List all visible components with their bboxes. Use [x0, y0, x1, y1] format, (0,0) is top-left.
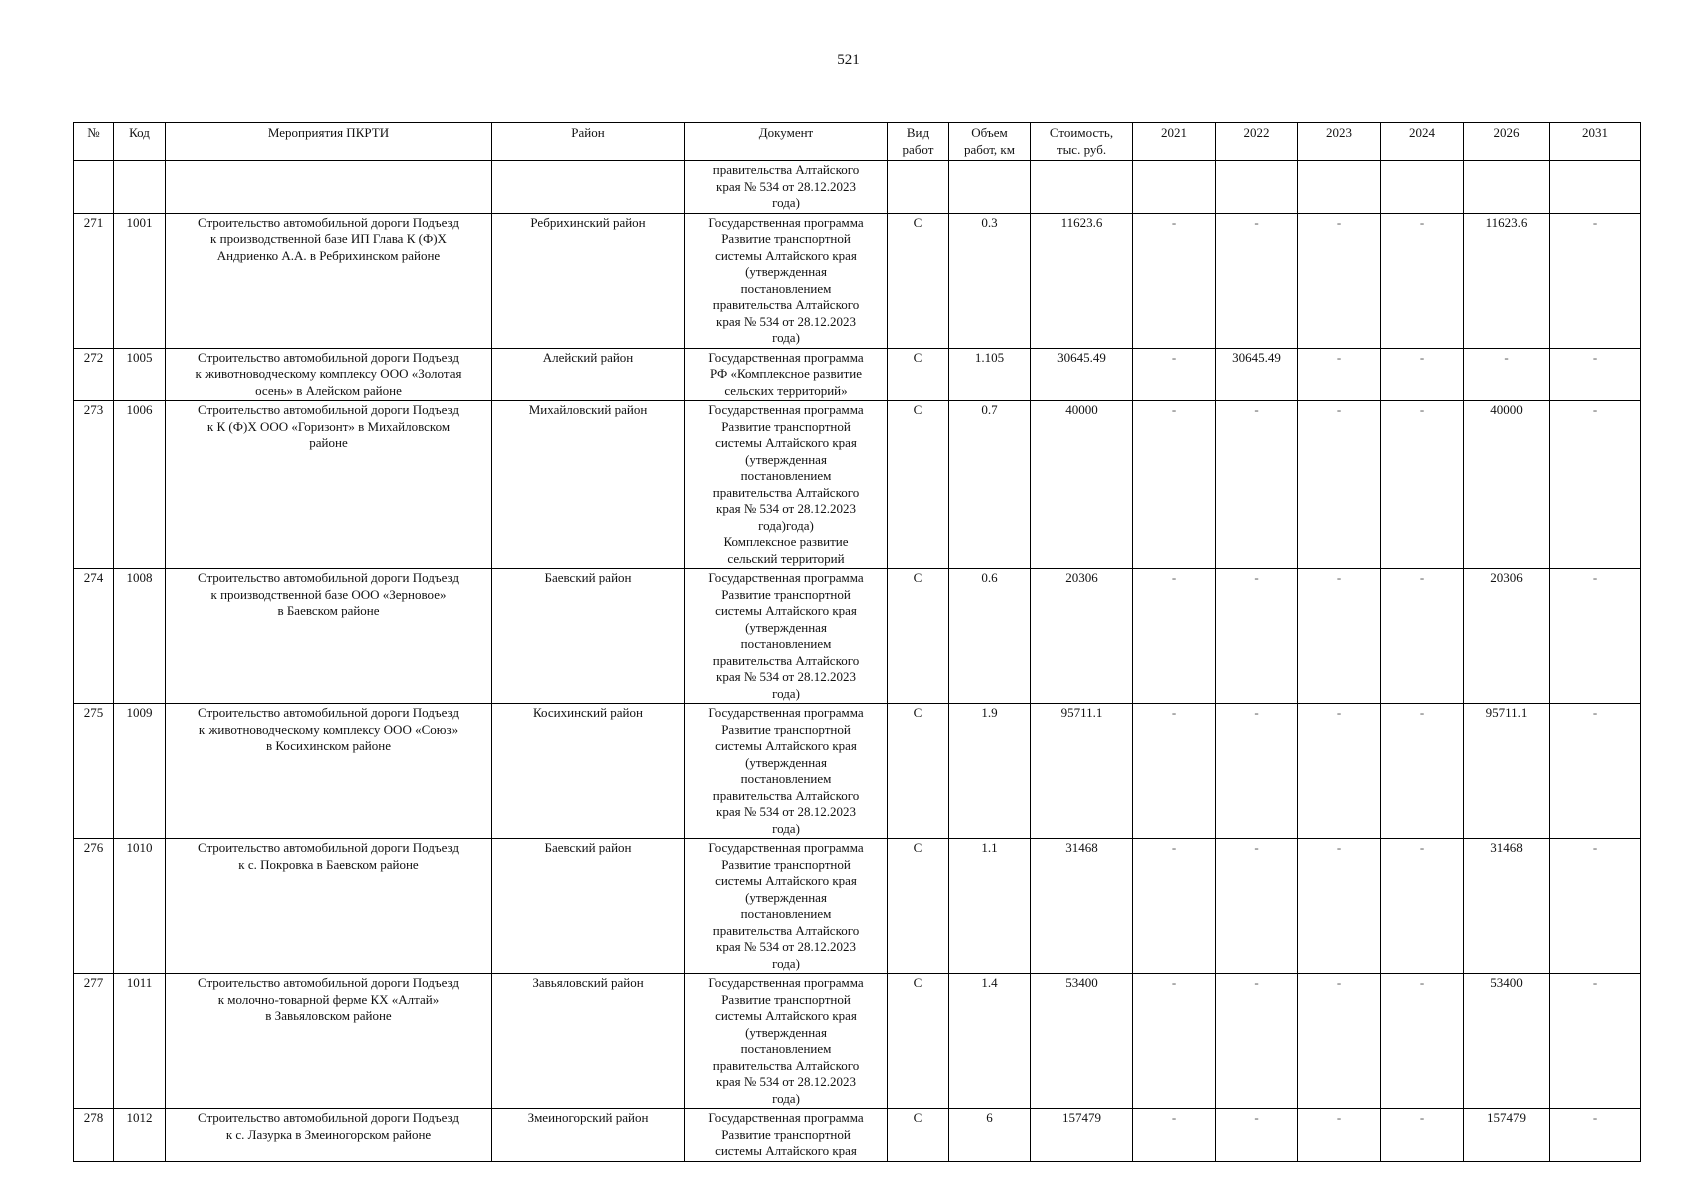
cell-2026: 20306	[1464, 569, 1550, 704]
document-line: края № 534 от 28.12.2023	[716, 939, 856, 954]
document-line: Государственная программа	[708, 349, 864, 365]
document-line: года)	[772, 685, 800, 701]
document-line: (утвержденная	[745, 754, 827, 770]
document-line: системы Алтайского края	[715, 1143, 857, 1158]
cell-2026	[1464, 161, 1550, 214]
cell-num: 273	[74, 401, 114, 569]
cell-2026: -	[1464, 348, 1550, 401]
document-line: сельских территорий»	[724, 382, 848, 398]
cell-2023: -	[1298, 348, 1381, 401]
measure-line: в Косихинском районе	[266, 738, 391, 753]
document-line: правительства Алтайского	[712, 787, 860, 803]
cell-document	[685, 213, 888, 348]
cell-num: 271	[74, 213, 114, 348]
measure-line: Строительство автомобильной дороги Подъезд	[197, 570, 460, 585]
document-line: Государственная программа	[708, 214, 864, 230]
document-line: постановлением	[740, 636, 832, 651]
cell-2023	[1298, 161, 1381, 214]
cell-2022: -	[1216, 974, 1298, 1109]
measure-line: Строительство автомобильной дороги Подъезд	[197, 840, 460, 855]
continuation-row	[74, 161, 1641, 214]
cell-2021: -	[1133, 839, 1216, 974]
header-2026: 2026	[1464, 123, 1550, 161]
cell-2031	[1550, 161, 1641, 214]
header-2024: 2024	[1381, 123, 1464, 161]
measure-line: Строительство автомобильной дороги Подъезд	[197, 705, 460, 720]
measure-line: к животноводческому комплексу ООО «Золотая	[195, 366, 462, 381]
document-line: Развитие транспортной	[721, 418, 851, 434]
cell-2026: 157479	[1464, 1109, 1550, 1162]
header-2023: 2023	[1298, 123, 1381, 161]
cell-code: 1005	[114, 348, 166, 401]
cell-num	[74, 161, 114, 214]
cell-2031: -	[1550, 839, 1641, 974]
document-line: правительства Алтайского	[712, 297, 860, 312]
cell-num: 278	[74, 1109, 114, 1162]
cell-document	[685, 161, 888, 214]
cell-2026: 53400	[1464, 974, 1550, 1109]
header-work-type-line: Вид	[906, 125, 930, 140]
table-row	[74, 839, 1641, 974]
document-line: года)	[772, 330, 800, 345]
cell-work-type: С	[888, 348, 949, 401]
cell-2022: -	[1216, 213, 1298, 348]
document-line: края № 534 от 28.12.2023	[716, 501, 856, 516]
cell-volume	[949, 161, 1031, 214]
cell-district: Ребрихинский район	[492, 213, 685, 348]
cell-2024: -	[1381, 569, 1464, 704]
cell-district: Алейский район	[492, 348, 685, 401]
document-line: правительства Алтайского	[712, 652, 860, 668]
document-line: правительства Алтайского	[712, 922, 860, 938]
document-line: края № 534 от 28.12.2023	[716, 313, 856, 329]
cell-2021: -	[1133, 348, 1216, 401]
header-2031: 2031	[1550, 123, 1641, 161]
cell-measure	[166, 161, 492, 214]
document-line: правительства Алтайского	[712, 1057, 860, 1073]
table-row	[74, 213, 1641, 348]
table-header-row	[74, 123, 1641, 161]
cell-measure	[166, 401, 492, 569]
measure-line: к производственной базе ИП Глава К (Ф)Х	[210, 231, 447, 246]
document-line: Государственная программа	[708, 570, 864, 585]
header-volume-line: Объем	[971, 125, 1008, 140]
cell-2021	[1133, 161, 1216, 214]
document-line: Развитие транспортной	[721, 721, 851, 737]
cell-2031: -	[1550, 1109, 1641, 1162]
measure-line: в Завьяловском районе	[265, 1008, 392, 1023]
table-row	[74, 569, 1641, 704]
header-cost	[1031, 123, 1133, 161]
document-line: года)	[772, 955, 800, 971]
cell-measure	[166, 1109, 492, 1162]
cell-document	[685, 348, 888, 401]
measure-line: к К (Ф)Х ООО «Горизонт» в Михайловском	[206, 418, 451, 434]
cell-document	[685, 839, 888, 974]
cell-district: Михайловский район	[492, 401, 685, 569]
cell-district: Змеиногорский район	[492, 1109, 685, 1162]
document-line: года)	[772, 820, 800, 836]
cell-district	[492, 161, 685, 214]
cell-document	[685, 569, 888, 704]
document-line: года)	[772, 195, 800, 210]
table-row	[74, 348, 1641, 401]
document-line: (утвержденная	[745, 889, 827, 905]
measure-line: осень» в Алейском районе	[255, 382, 402, 398]
cell-code	[114, 161, 166, 214]
header-code: Код	[114, 123, 166, 161]
header-work-type	[888, 123, 949, 161]
table-row	[74, 1109, 1641, 1162]
document-line: правительства Алтайского	[712, 162, 860, 177]
document-line: Развитие транспортной	[721, 231, 851, 246]
cell-document	[685, 974, 888, 1109]
document-line: системы Алтайского края	[715, 1008, 857, 1023]
cell-measure	[166, 213, 492, 348]
cell-2031: -	[1550, 213, 1641, 348]
document-line: системы Алтайского края	[715, 603, 857, 618]
cell-work-type	[888, 161, 949, 214]
document-line: года)года)	[758, 517, 814, 533]
cell-work-type: С	[888, 569, 949, 704]
document-line: системы Алтайского края	[715, 435, 857, 450]
cell-district: Косихинский район	[492, 704, 685, 839]
header-2021: 2021	[1133, 123, 1216, 161]
document-line: системы Алтайского края	[715, 738, 857, 753]
cell-code: 1001	[114, 213, 166, 348]
cell-volume: 0.6	[949, 569, 1031, 704]
cell-2021: -	[1133, 974, 1216, 1109]
header-2022: 2022	[1216, 123, 1298, 161]
cell-code: 1009	[114, 704, 166, 839]
header-work-type-line: работ	[902, 141, 934, 157]
cell-2023: -	[1298, 839, 1381, 974]
measure-line: Строительство автомобильной дороги Подъезд	[197, 1110, 460, 1125]
cell-cost: 95711.1	[1031, 704, 1133, 839]
header-cost-line: тыс. руб.	[1056, 141, 1107, 157]
measure-line: в Баевском районе	[277, 603, 380, 618]
cell-work-type: С	[888, 974, 949, 1109]
cell-2022: 30645.49	[1216, 348, 1298, 401]
cell-volume: 1.105	[949, 348, 1031, 401]
document-line: Развитие транспортной	[721, 1126, 851, 1142]
document-line: постановлением	[740, 906, 832, 921]
header-measure: Мероприятия ПКРТИ	[166, 123, 492, 161]
document-line: Государственная программа	[708, 975, 864, 990]
document-line: правительства Алтайского	[712, 484, 860, 500]
header-num: №	[74, 123, 114, 161]
cell-measure	[166, 704, 492, 839]
cell-cost: 157479	[1031, 1109, 1133, 1162]
table-row	[74, 974, 1641, 1109]
table-row	[74, 401, 1641, 569]
header-cost-line: Стоимость,	[1049, 125, 1114, 140]
document-line: Развитие транспортной	[721, 586, 851, 602]
cell-work-type: С	[888, 839, 949, 974]
document-line: Государственная программа	[708, 840, 864, 855]
document-line: Государственная программа	[708, 1110, 864, 1125]
cell-2022	[1216, 161, 1298, 214]
cell-2022: -	[1216, 569, 1298, 704]
document-line: (утвержденная	[745, 1024, 827, 1040]
cell-volume: 1.4	[949, 974, 1031, 1109]
measure-line: Строительство автомобильной дороги Подъезд	[197, 214, 460, 230]
document-line: Комплексное развитие	[723, 534, 849, 549]
cell-volume: 0.7	[949, 401, 1031, 569]
measure-line: к с. Лазурка в Змеиногорском районе	[225, 1126, 432, 1142]
cell-2024: -	[1381, 839, 1464, 974]
measure-line: Строительство автомобильной дороги Подъезд	[197, 975, 460, 990]
cell-cost: 40000	[1031, 401, 1133, 569]
document-line: постановлением	[740, 280, 832, 296]
measure-line: к животноводческому комплексу ООО «Союз»	[198, 721, 459, 737]
document-line: системы Алтайского края	[715, 873, 857, 888]
cell-num: 277	[74, 974, 114, 1109]
cell-2031: -	[1550, 974, 1641, 1109]
cell-2022: -	[1216, 704, 1298, 839]
document-line: Развитие транспортной	[721, 856, 851, 872]
cell-num: 272	[74, 348, 114, 401]
page-number: 521	[837, 52, 860, 68]
measure-line: Строительство автомобильной дороги Подъезд	[197, 402, 460, 417]
document-line: РФ «Комплексное развитие	[709, 366, 863, 381]
cell-work-type: С	[888, 213, 949, 348]
cell-2026: 95711.1	[1464, 704, 1550, 839]
document-line: края № 534 от 28.12.2023	[716, 669, 856, 684]
cell-measure	[166, 348, 492, 401]
document-line: (утвержденная	[745, 264, 827, 279]
cell-2026: 11623.6	[1464, 213, 1550, 348]
cell-code: 1008	[114, 569, 166, 704]
cell-num: 274	[74, 569, 114, 704]
header-volume-line: работ, км	[964, 141, 1015, 157]
cell-2024: -	[1381, 401, 1464, 569]
cell-2031: -	[1550, 401, 1641, 569]
cell-measure	[166, 569, 492, 704]
cell-2024: -	[1381, 704, 1464, 839]
measure-line: Андриенко А.А. в Ребрихинском районе	[216, 247, 441, 263]
document-line: края № 534 от 28.12.2023	[716, 178, 856, 194]
cell-cost: 31468	[1031, 839, 1133, 974]
cell-code: 1006	[114, 401, 166, 569]
cell-work-type: С	[888, 704, 949, 839]
document-line: постановлением	[740, 1041, 832, 1056]
cell-2026: 31468	[1464, 839, 1550, 974]
cell-2023: -	[1298, 569, 1381, 704]
document-line: системы Алтайского края	[715, 247, 857, 263]
cell-2022: -	[1216, 1109, 1298, 1162]
table-body	[74, 161, 1641, 1162]
cell-2023: -	[1298, 213, 1381, 348]
cell-district: Баевский район	[492, 569, 685, 704]
document-line: Государственная программа	[708, 705, 864, 720]
measure-line: к молочно-товарной ферме КХ «Алтай»	[217, 991, 440, 1007]
document-line: края № 534 от 28.12.2023	[716, 804, 856, 819]
header-district: Район	[492, 123, 685, 161]
cell-district: Завьяловский район	[492, 974, 685, 1109]
cell-2024: -	[1381, 348, 1464, 401]
cell-document	[685, 401, 888, 569]
cell-2022: -	[1216, 401, 1298, 569]
cell-volume: 0.3	[949, 213, 1031, 348]
cell-cost: 20306	[1031, 569, 1133, 704]
cell-2023: -	[1298, 974, 1381, 1109]
cell-2021: -	[1133, 1109, 1216, 1162]
header-document: Документ	[685, 123, 888, 161]
cell-2031: -	[1550, 569, 1641, 704]
cell-code: 1011	[114, 974, 166, 1109]
measure-line: к производственной базе ООО «Зерновое»	[210, 586, 447, 602]
cell-2024: -	[1381, 213, 1464, 348]
cell-num: 276	[74, 839, 114, 974]
measure-line: к с. Покровка в Баевском районе	[238, 856, 419, 872]
cell-cost: 30645.49	[1031, 348, 1133, 401]
cell-2022: -	[1216, 839, 1298, 974]
cell-cost: 53400	[1031, 974, 1133, 1109]
cell-num: 275	[74, 704, 114, 839]
document-line: года)	[772, 1090, 800, 1106]
document-line: постановлением	[740, 771, 832, 786]
cell-2024: -	[1381, 1109, 1464, 1162]
measure-line: районе	[309, 435, 348, 450]
cell-work-type: С	[888, 1109, 949, 1162]
cell-2024	[1381, 161, 1464, 214]
cell-measure	[166, 839, 492, 974]
document-line: (утвержденная	[745, 619, 827, 635]
cell-volume: 1.9	[949, 704, 1031, 839]
header-volume	[949, 123, 1031, 161]
document-line: сельский территорий	[727, 550, 845, 566]
document-line: края № 534 от 28.12.2023	[716, 1074, 856, 1089]
cell-measure	[166, 974, 492, 1109]
cell-2024: -	[1381, 974, 1464, 1109]
cell-volume: 6	[949, 1109, 1031, 1162]
cell-2023: -	[1298, 1109, 1381, 1162]
cell-document	[685, 704, 888, 839]
document-line: Развитие транспортной	[721, 991, 851, 1007]
document-line: Государственная программа	[708, 402, 864, 417]
cell-code: 1010	[114, 839, 166, 974]
cell-2023: -	[1298, 401, 1381, 569]
cell-2031: -	[1550, 704, 1641, 839]
document-line: постановлением	[740, 468, 832, 483]
cell-2026: 40000	[1464, 401, 1550, 569]
document-line: (утвержденная	[745, 451, 827, 467]
cell-work-type: С	[888, 401, 949, 569]
cell-2021: -	[1133, 213, 1216, 348]
cell-cost	[1031, 161, 1133, 214]
cell-district: Баевский район	[492, 839, 685, 974]
table-row	[74, 704, 1641, 839]
cell-document	[685, 1109, 888, 1162]
cell-volume: 1.1	[949, 839, 1031, 974]
cell-code: 1012	[114, 1109, 166, 1162]
measure-line: Строительство автомобильной дороги Подъезд	[197, 349, 460, 365]
cell-2021: -	[1133, 704, 1216, 839]
cell-2023: -	[1298, 704, 1381, 839]
cell-2031: -	[1550, 348, 1641, 401]
cell-cost: 11623.6	[1031, 213, 1133, 348]
cell-2021: -	[1133, 569, 1216, 704]
projects-table	[73, 122, 1641, 1162]
cell-2021: -	[1133, 401, 1216, 569]
